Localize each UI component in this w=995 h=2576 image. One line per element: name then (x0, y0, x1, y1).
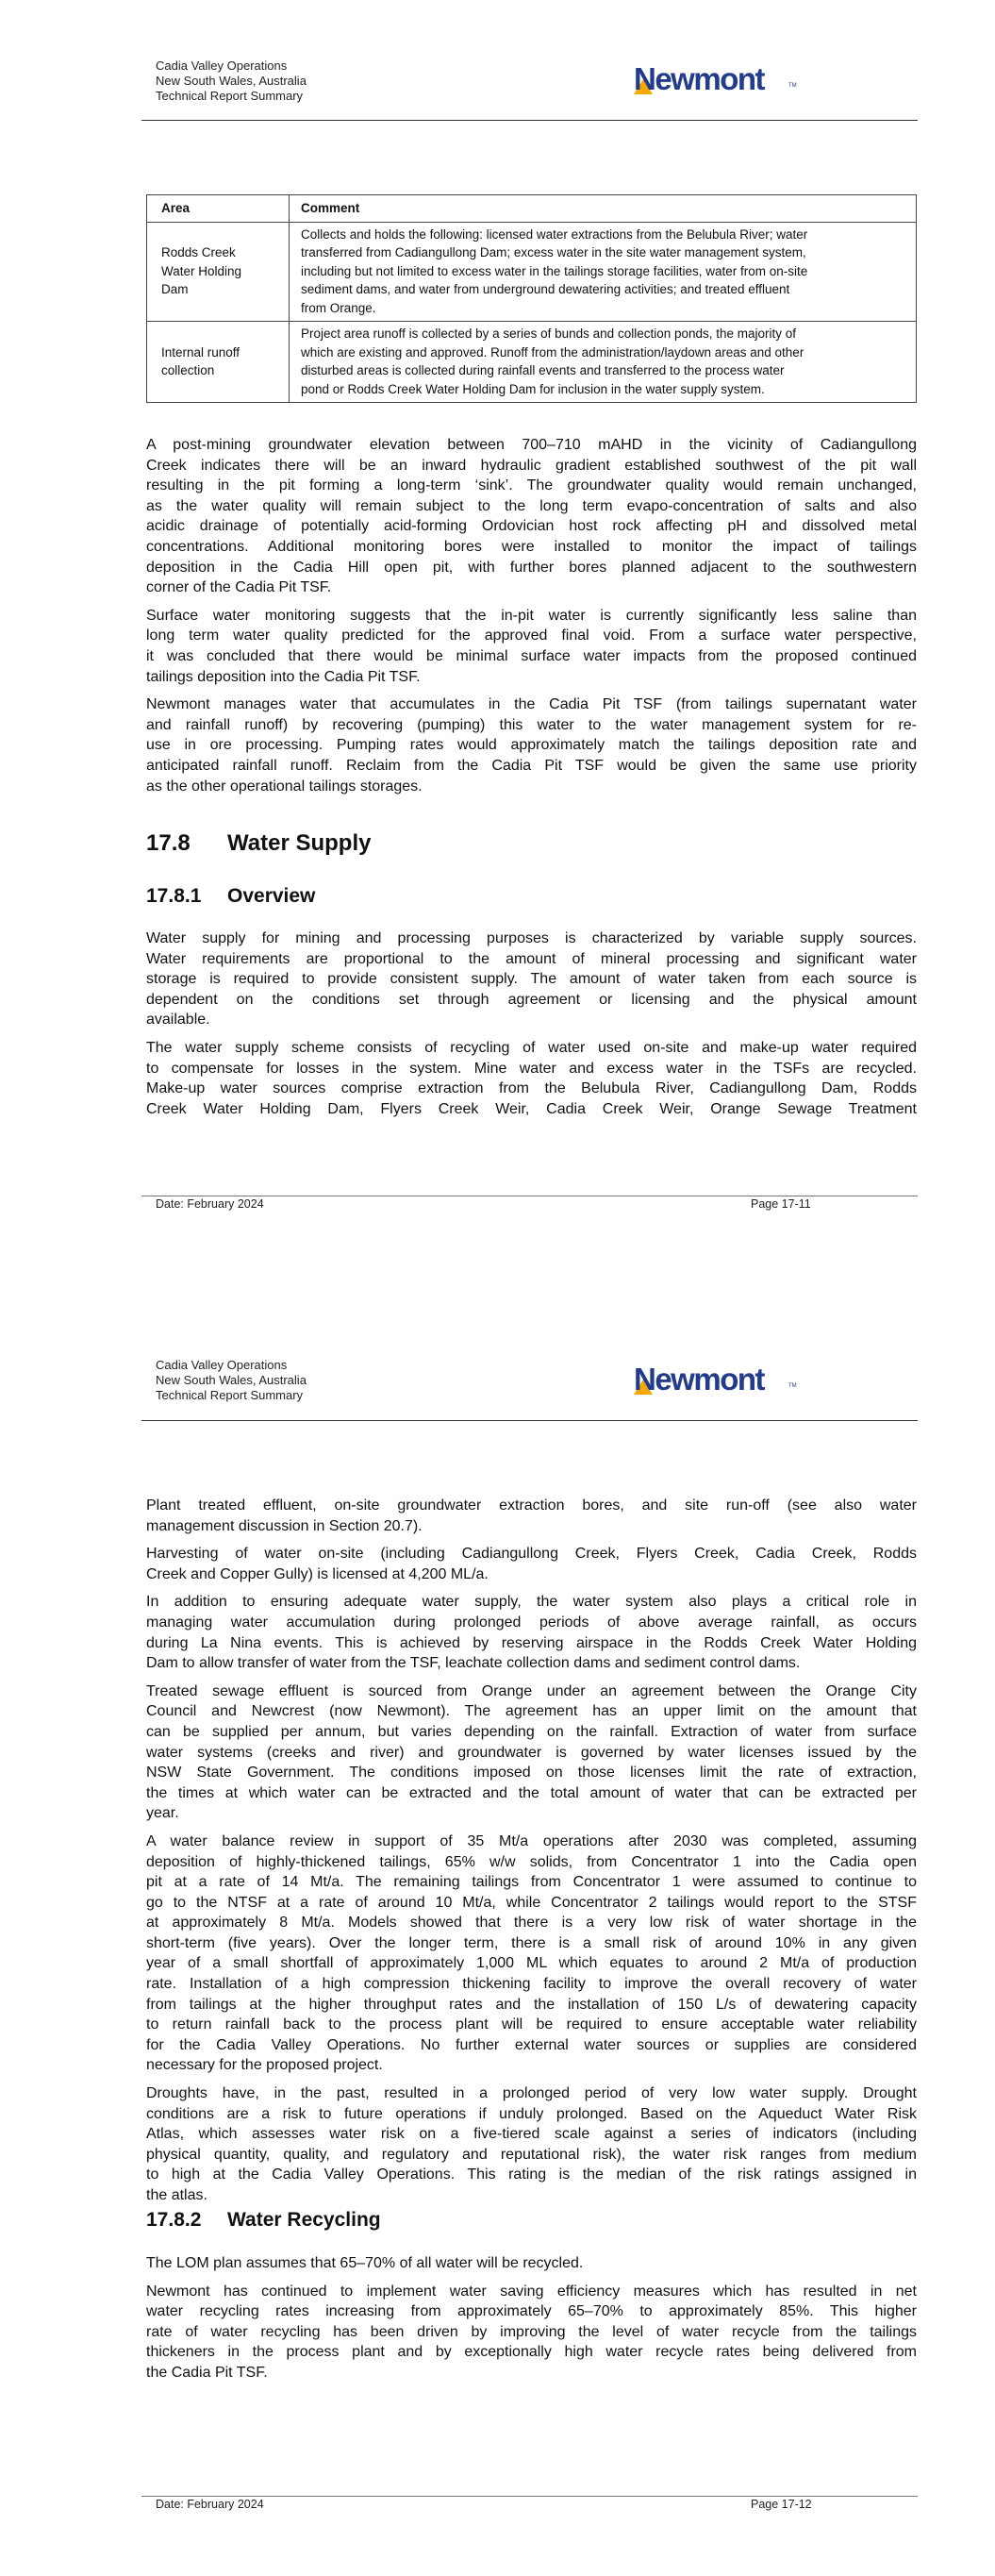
subsection-heading (146, 2209, 381, 2232)
paragraph-line: rate of water recycling has been driven by improving the level of water recycle from the tailings (146, 2323, 917, 2340)
paragraph-line: necessary for the proposed project. (146, 2057, 383, 2074)
paragraph-line: The LOM plan assumes that 65–70% of all water will be recycled. (146, 2255, 584, 2271)
paragraph-line: the atlas. (146, 2187, 207, 2203)
page-2-body-b (146, 2253, 917, 2391)
paragraph-line: Water supply for mining and processing purposes is characterized by variable supply sources. (146, 930, 917, 946)
paragraph-line: year. (146, 1805, 179, 1822)
text-line: including but not limited to excess water in the tailings storage facilities, water from on-site (301, 263, 808, 278)
subsection-number: 17.8.1 (146, 885, 202, 907)
water-areas-table (146, 194, 917, 403)
column-header-comment: Comment (290, 195, 917, 223)
paragraph-line: Droughts have, in the past, resulted in a prolonged period of very low water supply. Drought (146, 2085, 917, 2102)
paragraph-line: water recycling rates increasing from approximately 65–70% to approximately 85%. This higher (146, 2303, 917, 2320)
paragraph-line: as the water quality will remain subject to the long term evapo-concentration of salts and also (146, 497, 917, 514)
paragraph-line: the times at which water can be extracted and the total amount of water that can be extracted per (146, 1784, 917, 1801)
paragraph-line: to compensate for losses in the system. Mine water and excess water in the TSFs are recycled. (146, 1060, 917, 1077)
logo-wordmark: Newmont (634, 61, 764, 96)
paragraph-line: and rainfall runoff) by recovering (pumping) this water to the water management system for re- (146, 716, 917, 733)
text-line: from Orange. (301, 300, 376, 315)
footer-page-number: Page 17-12 (751, 2498, 812, 2511)
paragraph-line: physical quantity, quality, and regulatory and reputational risk), the water risk ranges from medium (146, 2146, 917, 2163)
paragraph-line: Surface water monitoring suggests that the in-pit water is currently significantly less saline than (146, 607, 917, 624)
logo-trademark: TM (788, 1383, 797, 1389)
paragraph-line: the Cadia Pit TSF. (146, 2364, 268, 2381)
page-2-header-text (156, 1358, 307, 1403)
paragraph (146, 928, 917, 1030)
paragraph (146, 1681, 917, 1824)
paragraph-line: Creek indicates there will be an inward hydraulic gradient established southwest of the pit wall (146, 457, 917, 474)
footer-date: Date: February 2024 (156, 2498, 264, 2511)
text-line: Dam (161, 282, 189, 296)
page-1-body-b (146, 928, 917, 1127)
paragraph (146, 435, 917, 598)
table-header-row (147, 195, 917, 223)
paragraph-line: Water requirements are proportional to the amount of mineral processing and significant water (146, 950, 917, 967)
logo-wordmark: Newmont (634, 1362, 764, 1397)
header-line: Cadia Valley Operations (156, 1358, 288, 1372)
paragraph-line: concentrations. Additional monitoring bores were installed to monitor the impact of tailings (146, 538, 917, 555)
paragraph-line: tailings deposition into the Cadia Pit TSF. (146, 668, 421, 685)
paragraph-line: anticipated rainfall runoff. Reclaim from the Cadia Pit TSF would be given the same use priority (146, 757, 917, 774)
paragraph (146, 2282, 917, 2384)
page-1-header-text (156, 59, 307, 104)
text-line: Project area runoff is collected by a series of bunds and collection ponds, the majority of (301, 326, 797, 341)
page-2-body-a (146, 1496, 917, 2214)
paragraph-line: Treated sewage effluent is sourced from Orange under an agreement between the Orange City (146, 1682, 917, 1699)
paragraph-line: from tailings at the higher throughput rates and the installation of 150 L/s of dewatering capacity (146, 1996, 917, 2013)
text-line: sediment dams, and water from underground dewatering activities; and treated effluent (301, 282, 790, 296)
area-cell (147, 322, 290, 403)
paragraph-line: at approximately 8 Mt/a. Models showed that there is a very low risk of water shortage in the (146, 1915, 917, 1932)
paragraph (146, 606, 917, 687)
paragraph-line: resulting in the pit forming a long-term ‘sink’. The groundwater quality would remain unchanged, (146, 477, 917, 494)
paragraph-line: Creek Water Holding Dam, Flyers Creek Weir, Cadia Creek Weir, Orange Sewage Treatment (146, 1100, 917, 1117)
paragraph-line: for the Cadia Valley Operations. No further external water sources or supplies are considered (146, 2036, 917, 2053)
footer-page-number: Page 17-11 (751, 1197, 811, 1211)
paragraph-line: Newmont has continued to implement water saving efficiency measures which has resulted in net (146, 2283, 917, 2300)
subsection-number: 17.8.2 (146, 2209, 202, 2231)
text-line: pond or Rodds Creek Water Holding Dam for inclusion in the water supply system. (301, 381, 765, 396)
header-line: New South Wales, Australia (156, 74, 307, 88)
paragraph-line: go to the NTSF at a rate of around 10 Mt/a, while Concentrator 2 tailings would report to the STSF (146, 1894, 917, 1911)
paragraph-line: to return rainfall back to the process plant will be required to ensure acceptable water reliability (146, 2016, 917, 2033)
paragraph-line: Atlas, which assesses water risk on a five-tiered scale against a series of indicators (including (146, 2126, 917, 2143)
header-line: Technical Report Summary (156, 1388, 304, 1402)
header-line: New South Wales, Australia (156, 1373, 307, 1387)
paragraph-line: Newmont manages water that accumulates in the Cadia Pit TSF (from tailings supernatant water (146, 696, 917, 713)
paragraph-line: dependent on the conditions set through agreement or licensing and the physical amount (146, 991, 917, 1008)
paragraph-line: thickeners in the process plant and by exceptionally high water recycle rates being delivered from (146, 2344, 917, 2361)
text-line: transferred from Cadiangullong Dam; excess water in the site water management system, (301, 245, 806, 259)
table-row (147, 322, 917, 403)
paragraph (146, 2253, 917, 2274)
paragraph-line: NSW State Government. The conditions imposed on those licenses limit the rate of extraction, (146, 1765, 917, 1781)
paragraph-line: available. (146, 1012, 210, 1029)
paragraph-line: A post-mining groundwater elevation between 700–710 mAHD in the vicinity of Cadiangullong (146, 437, 917, 453)
paragraph-line: Creek and Copper Gully) is licensed at 4,200 ML/a. (146, 1565, 489, 1582)
text-line: Water Holding (161, 263, 242, 278)
subsection-title: Overview (227, 885, 316, 907)
comment-cell (290, 322, 917, 403)
paragraph-line: deposition of highly-thickened tailings, 65% w/w solids, from Concentrator 1 into the Cadia open (146, 1853, 917, 1870)
paragraph-line: as the other operational tailings storages. (146, 778, 423, 795)
paragraph-line: year of a small shortfall of approximately 1,000 ML which equates to around 2 Mt/a of production (146, 1955, 917, 1972)
paragraph-line: The water supply scheme consists of recycling of water used on-site and make-up water required (146, 1039, 917, 1056)
paragraph-line: water systems (creeks and river) and groundwater is governed by water licenses issued by the (146, 1744, 917, 1761)
header-line: Technical Report Summary (156, 89, 304, 103)
header-divider (141, 1420, 918, 1421)
paragraph-line: during La Nina events. This is achieved by reserving airspace in the Rodds Creek Water Holding (146, 1634, 917, 1651)
text-line: which are existing and approved. Runoff from the administration/laydown areas and other (301, 344, 804, 360)
paragraph-line: conditions are a risk to future operations if unduly prolonged. Based on the Aqueduct Water Risk (146, 2105, 917, 2122)
paragraph (146, 1592, 917, 1673)
area-cell (147, 222, 290, 322)
comment-cell (290, 222, 917, 322)
logo-trademark: TM (788, 83, 797, 89)
paragraph-line: Make-up water sources comprise extraction from the Belubula River, Cadiangullong Dam, Rodds (146, 1080, 917, 1097)
paragraph-line: A water balance review in support of 35 Mt/a operations after 2030 was completed, assuming (146, 1832, 917, 1849)
paragraph-line: managing water accumulation during prolonged periods of above average rainfall, as occurs (146, 1614, 917, 1631)
paragraph-line: management discussion in Section 20.7). (146, 1517, 423, 1534)
paragraph-line: Plant treated effluent, on-site groundwater extraction bores, and site run-off (see also water (146, 1497, 917, 1514)
footer-date: Date: February 2024 (156, 1197, 264, 1211)
paragraph-line: use in ore processing. Pumping rates would approximately match the tailings deposition rate and (146, 737, 917, 754)
paragraph (146, 694, 917, 796)
paragraph-line: Dam to allow transfer of water from the TSF, leachate collection dams and sediment control dams. (146, 1655, 801, 1672)
paragraph-line: deposition in the Cadia Hill open pit, with further bores planned adjacent to the southwestern (146, 559, 917, 576)
paragraph (146, 1496, 917, 1536)
paragraph-line: can be supplied per annum, but varies depending on the rainfall. Extraction of water from surface (146, 1723, 917, 1740)
column-header-area: Area (147, 195, 290, 223)
section-heading (146, 830, 371, 857)
paragraph-line: it was concluded that there would be minimal surface water impacts from the proposed continued (146, 647, 917, 664)
section-number: 17.8 (146, 830, 191, 856)
subsection-title: Water Recycling (227, 2209, 381, 2231)
header-divider (141, 120, 918, 121)
paragraph-line: rate. Installation of a high compression thickening facility to improve the overall recovery of water (146, 1976, 917, 1993)
paragraph-line: short-term (five years). Over the longer term, there is a small risk of around 10% in any given (146, 1934, 917, 1951)
paragraph-line: long term water quality predicted for the approved final void. From a surface water perspective, (146, 627, 917, 644)
paragraph (146, 1038, 917, 1119)
page-1-body-a (146, 435, 917, 804)
section-title: Water Supply (227, 830, 372, 856)
paragraph-line: to high at the Cadia Valley Operations. This rating is the median of the risk ratings assigned in (146, 2166, 917, 2183)
paragraph-line: pit at a rate of 14 Mt/a. The remaining tailings from Concentrator 1 were assumed to continue to (146, 1874, 917, 1891)
text-line: Internal runoff (161, 344, 240, 360)
table-row (147, 222, 917, 322)
paragraph-line: In addition to ensuring adequate water supply, the water system also plays a critical role in (146, 1594, 917, 1611)
text-line: collection (161, 363, 215, 377)
paragraph (146, 1832, 917, 2076)
paragraph-line: corner of the Cadia Pit TSF. (146, 579, 332, 596)
subsection-heading (146, 885, 315, 908)
newmont-logo (634, 61, 799, 96)
paragraph (146, 1544, 917, 1584)
paragraph-line: Harvesting of water on-site (including Cadiangullong Creek, Flyers Creek, Cadia Creek, Rodds (146, 1546, 917, 1563)
paragraph-line: acidic drainage of potentially acid-forming Ordovician host rock affecting pH and dissolved metal (146, 518, 917, 535)
newmont-logo (634, 1364, 799, 1395)
paragraph-line: Council and Newcrest (now Newmont). The agreement has an upper limit on the amount that (146, 1703, 917, 1720)
header-line: Cadia Valley Operations (156, 59, 288, 73)
text-line: Rodds Creek (161, 245, 236, 259)
paragraph (146, 2083, 917, 2206)
paragraph-line: storage is required to provide consistent supply. The amount of water taken from each source is (146, 971, 917, 988)
footer-divider (141, 2496, 918, 2497)
text-line: Collects and holds the following: licensed water extractions from the Belubula River; water (301, 226, 808, 242)
text-line: disturbed areas is collected during rainfall events and transferred to the process water (301, 363, 785, 377)
